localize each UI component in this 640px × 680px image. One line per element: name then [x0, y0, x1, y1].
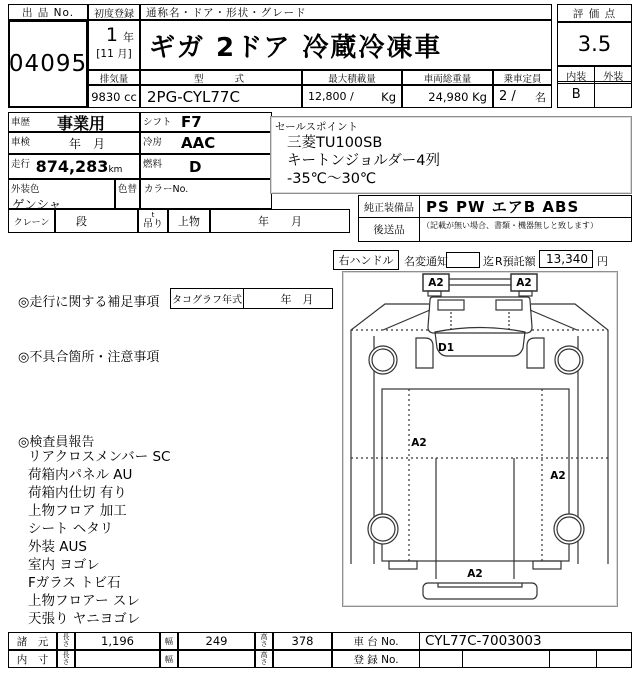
ac-value: AAC: [181, 134, 216, 152]
mileage-label: 走行: [11, 159, 31, 170]
crane-label-cell: クレーン: [8, 209, 55, 233]
inspector-report-list: [28, 448, 278, 628]
registration-cell-4: [596, 650, 632, 668]
tachograph-label-box: タコグラフ年式: [170, 288, 244, 309]
vehicle-name: ギガ 2ドア 冷蔵冷凍車: [140, 20, 552, 70]
rear-bumper: [423, 583, 537, 599]
inner-height-sublabel: 高さ: [255, 650, 273, 668]
lot-no-header: 出 品 No.: [8, 4, 88, 20]
report-line: リアクロスメンバー SC: [28, 449, 171, 465]
height-value: 378: [273, 632, 332, 650]
truck-top-view-diagram: [343, 272, 617, 606]
body-label-cell: 上物: [168, 209, 210, 233]
gross-weight-value: 24,980 Kg: [402, 85, 493, 108]
exterior-grade: [594, 81, 632, 108]
reg-month: [11 月]: [96, 48, 132, 60]
recolor-cell: [115, 179, 140, 209]
model-code-value: 2PG-CYL77C: [140, 85, 302, 108]
score-value: 3.5: [557, 22, 632, 66]
max-payload-value: [302, 85, 402, 108]
report-line: 室内 ヨゴレ: [28, 557, 100, 573]
damage-label-cargo-right: A2: [550, 470, 566, 482]
color-no-cell: [140, 179, 272, 209]
report-line: 外装 AUS: [28, 539, 87, 555]
tachograph-value-box: 年 月: [243, 288, 333, 309]
reg-year-unit: 年: [123, 31, 134, 44]
mileage-unit: km: [108, 165, 123, 175]
interior-grade: B: [557, 81, 595, 108]
inner-height-value: [273, 650, 332, 668]
displacement-value: 9830 cc: [88, 85, 140, 108]
history-label: 車歴: [11, 117, 31, 128]
sales-point-line3: -35℃〜30℃: [287, 171, 377, 187]
ac-cell: [140, 132, 272, 154]
shift-label: シフト: [143, 117, 172, 128]
fuel-label: 燃料: [143, 159, 163, 170]
length-value: 1,196: [75, 632, 160, 650]
interior-exterior-value: [557, 81, 632, 106]
registration-cell-1: [419, 650, 463, 668]
first-registration-value: [88, 20, 140, 70]
width-sublabel: 幅: [160, 632, 178, 650]
report-line: 天張り ヤニヨゴレ: [28, 611, 141, 627]
interior-header: 内装: [557, 66, 595, 84]
report-line: 上物フロア 加工: [28, 503, 127, 519]
seats-number: 2 /: [499, 89, 516, 104]
until-label: 迄: [483, 255, 494, 268]
inner-length-sublabel: 長さ: [57, 650, 75, 668]
registration-cell-2: [462, 650, 550, 668]
right-handle-badge: 右ハンドル: [333, 250, 399, 270]
mileage-value: 874,283: [35, 157, 109, 176]
name-change-box: [446, 252, 480, 268]
sales-point-box: [270, 116, 632, 194]
vehicle-name-header: 通称名・ドア・形状・グレード: [140, 4, 552, 20]
fuel-value: D: [189, 157, 202, 176]
shift-value: F7: [181, 113, 202, 131]
crane-tsuri-label: 吊り: [143, 219, 163, 230]
report-line: シート ヘタリ: [28, 521, 114, 537]
damage-label-cargo-left: A2: [411, 437, 427, 449]
inspection-value: 年 月: [68, 136, 105, 151]
yen-label: 円: [597, 255, 608, 268]
mileage-cell: [8, 154, 140, 179]
lot-no-value: 04095: [8, 20, 88, 108]
inner-dims-label: 内 寸: [8, 650, 57, 668]
damage-label-rear: A2: [467, 568, 483, 580]
shift-cell: [140, 112, 272, 132]
score-header: 評 価 点: [557, 4, 632, 22]
recolor-label: 色替: [117, 184, 137, 195]
width-value: 249: [178, 632, 255, 650]
deposit-label: R預託額: [495, 255, 536, 268]
mileage-note-heading: ◎走行に関する補足事項: [18, 295, 160, 310]
spec-row-label: 諸 元: [8, 632, 57, 650]
max-payload-header: 最大積載量: [302, 70, 402, 85]
first-registration-header: 初度登録: [88, 4, 140, 20]
damage-label-mirror-left: A2: [428, 277, 444, 289]
height-sublabel: 高さ: [255, 632, 273, 650]
inner-width-sublabel: 幅: [160, 650, 178, 668]
equipment-label-cell: 純正装備品: [358, 195, 420, 218]
sales-point-line2: キートンジョルダー4列: [287, 153, 440, 169]
ac-label: 冷房: [143, 137, 163, 148]
inspector-report-heading: ◎検査員報告: [18, 435, 95, 450]
exterior-color-cell: [8, 179, 115, 212]
seating-capacity-value: [493, 85, 552, 108]
damage-label-mirror-right: A2: [516, 277, 532, 289]
body-year-cell: 年 月: [210, 209, 350, 233]
length-sublabel: 長さ: [57, 632, 75, 650]
damage-diagram-box: [342, 271, 618, 607]
report-line: Fガラス トビ石: [28, 575, 121, 591]
color-no-label: カラーNo.: [144, 184, 189, 195]
damage-label-cab: D1: [437, 342, 455, 354]
consigned-note-cell: （記載が無い場合、書類・機器無しと致します）: [419, 217, 632, 242]
reg-year: 1: [105, 24, 118, 46]
equipment-value-cell: PS PW エアB ABS: [419, 195, 632, 218]
inspection-label: 車検: [11, 137, 31, 148]
history-cell: [8, 112, 140, 132]
model-code-header: 型 式: [140, 70, 302, 85]
payload-number: 12,800 /: [308, 90, 354, 103]
crane-t-label: t: [151, 211, 155, 219]
fuel-cell: [140, 154, 272, 179]
sales-point-label: セールスポイント: [275, 121, 359, 133]
history-value: 事業用: [56, 113, 105, 133]
sales-point-line1: 三菱TU100SB: [287, 135, 383, 151]
registration-cell-3: [549, 650, 597, 668]
inspection-cell: [8, 132, 140, 154]
report-line: 荷箱内パネル AU: [28, 467, 133, 483]
interior-exterior-header: [557, 66, 632, 82]
consigned-label-cell: 後送品: [358, 217, 420, 242]
inner-width-value: [178, 650, 255, 668]
exterior-header: 外装: [594, 66, 632, 84]
chassis-no-label: 車 台 No.: [332, 632, 420, 650]
crane-dan-label: 段: [76, 215, 87, 228]
deposit-value-box: 13,340: [539, 250, 593, 268]
crane-dan-cell: [55, 209, 138, 233]
seating-capacity-header: 乗車定員: [493, 70, 552, 85]
exterior-color-value: ゲンシャ: [12, 197, 62, 212]
report-line: 上物フロアー スレ: [28, 593, 140, 609]
name-change-label: 名変通知: [404, 255, 448, 268]
crane-tsuri-cell: [138, 209, 168, 233]
gross-weight-header: 車両総重量: [402, 70, 493, 85]
payload-unit: Kg: [381, 89, 396, 104]
registration-no-label: 登 録 No.: [332, 650, 420, 668]
seats-unit: 名: [535, 90, 546, 104]
defect-heading: ◎不具合箇所・注意事項: [18, 350, 160, 365]
displacement-header: 排気量: [88, 70, 140, 85]
report-line: 荷箱内仕切 有り: [28, 485, 127, 501]
chassis-no-value: CYL77C-7003003: [419, 632, 632, 650]
inner-length-value: [75, 650, 160, 668]
exterior-color-label: 外装色: [11, 184, 40, 195]
cargo-outline: [382, 389, 569, 561]
